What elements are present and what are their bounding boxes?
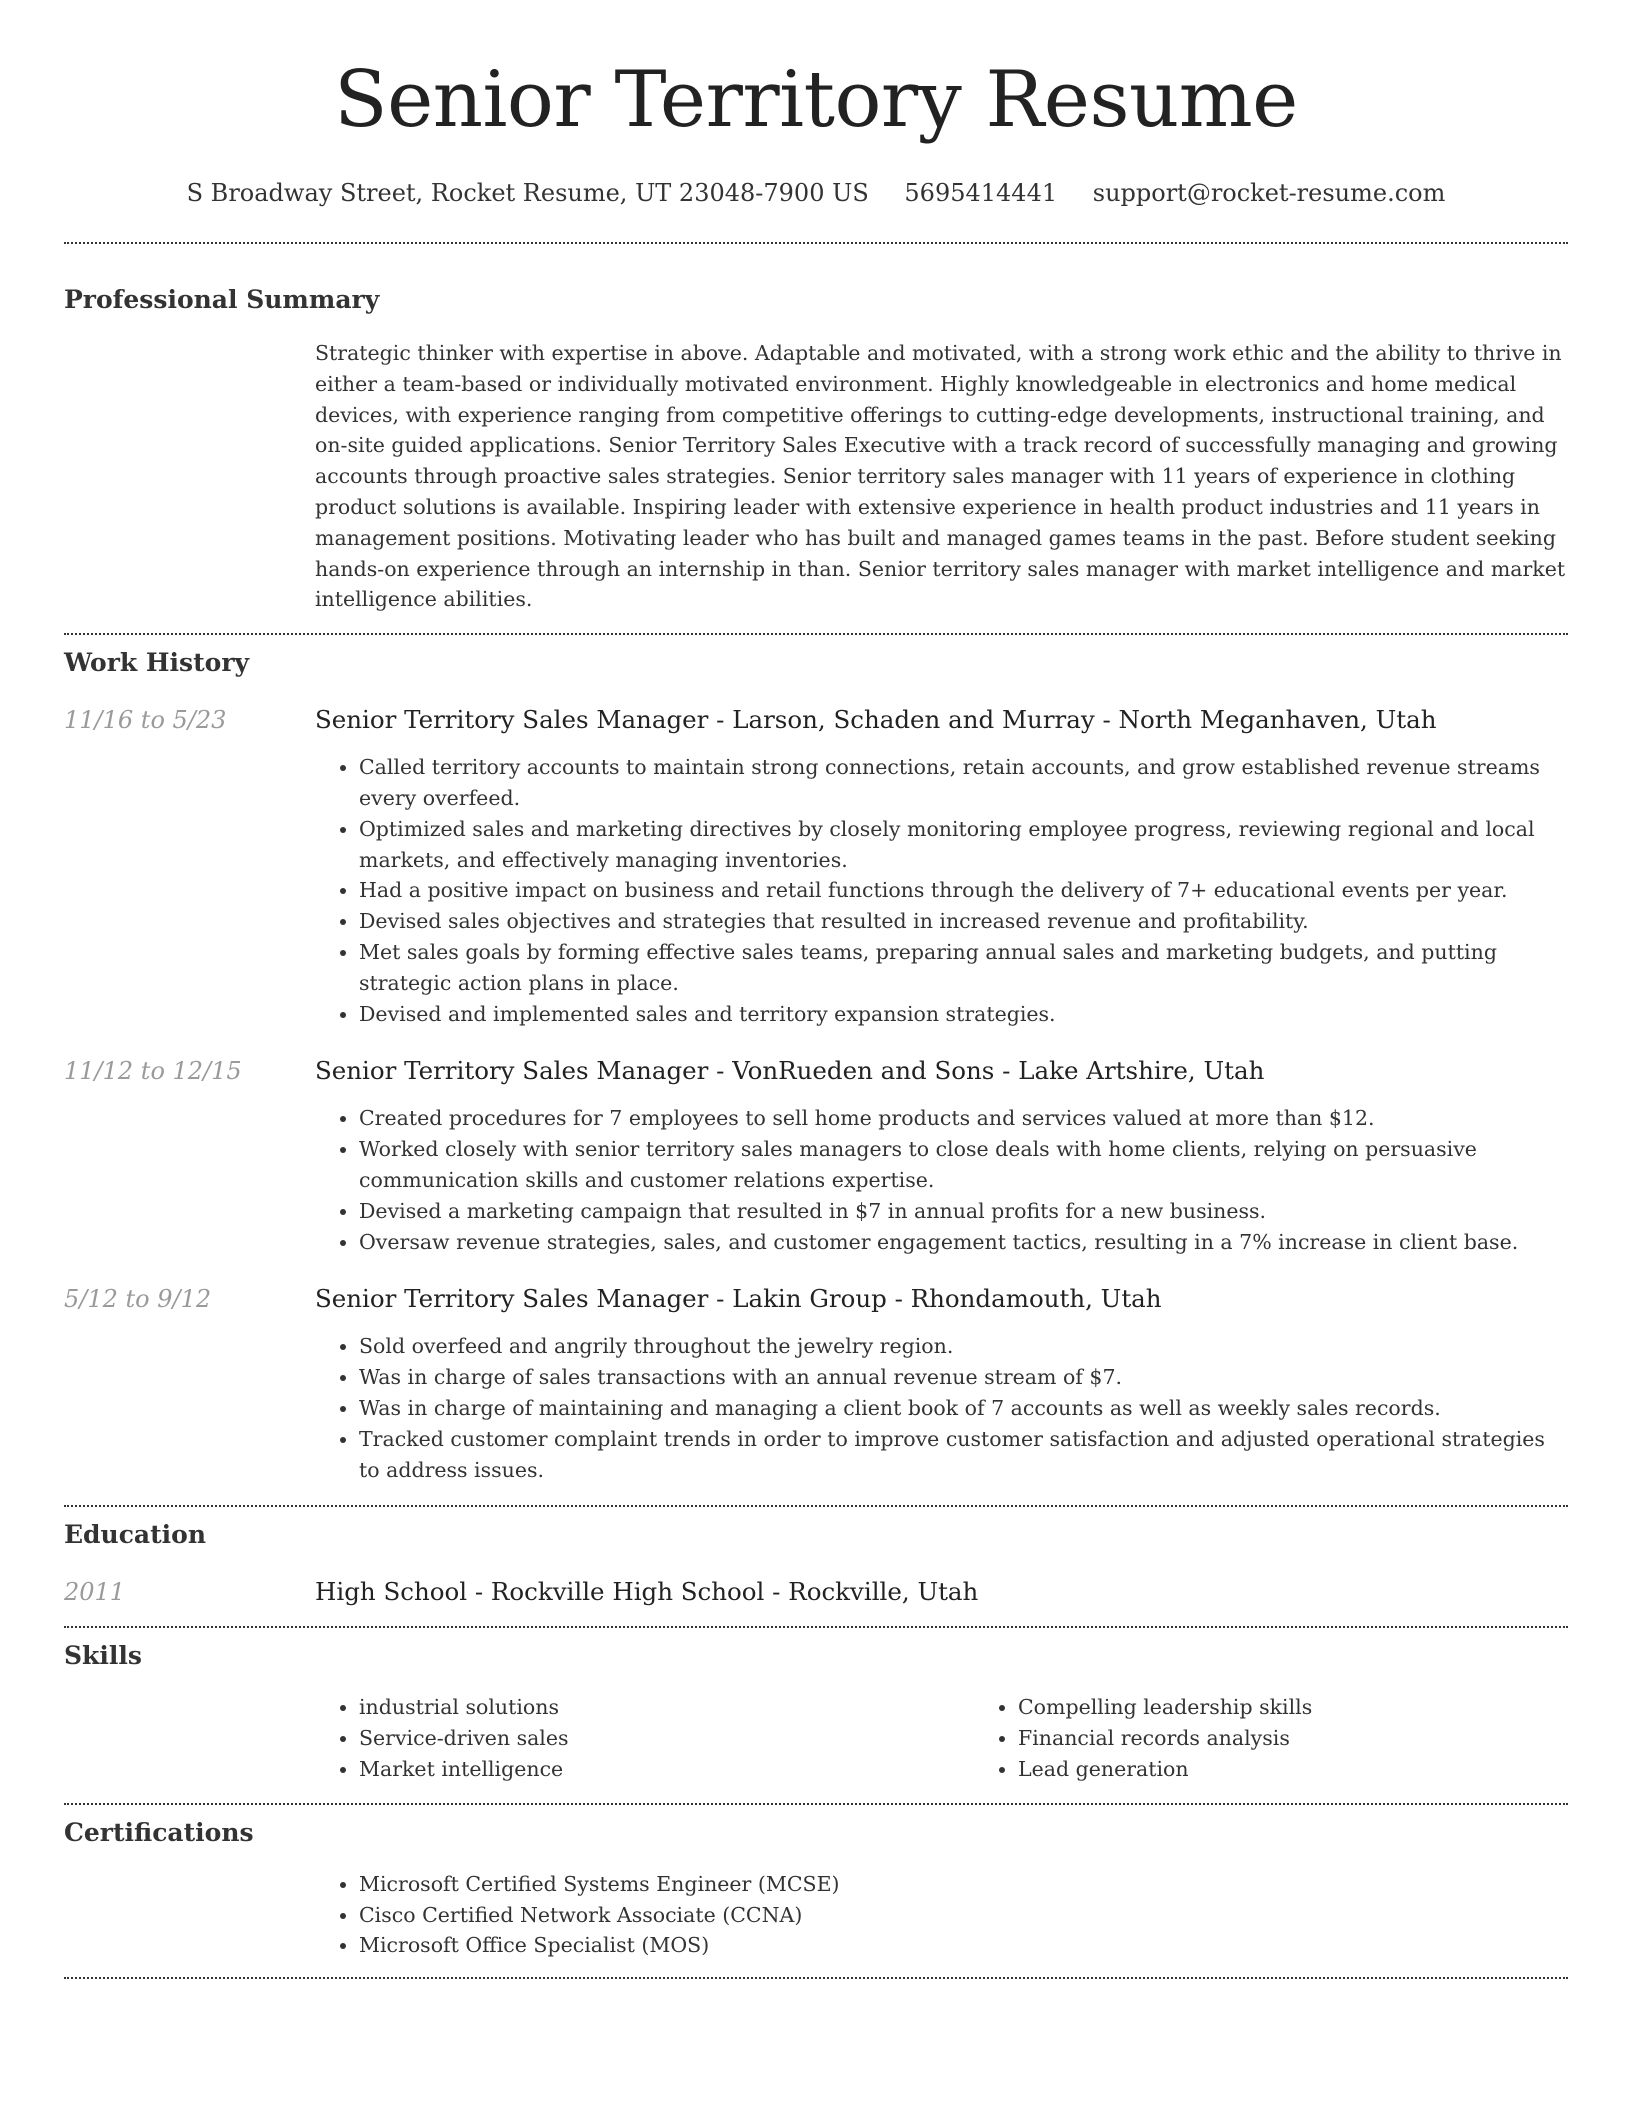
list-item: • Had a positive impact on business and retail functions through the delivery of 7+ educational events per year.: [359, 875, 1568, 906]
job-bullets: [315, 752, 1568, 1029]
list-item: • Compelling leadership skills: [1018, 1692, 1632, 1723]
certifications-heading: Certifications: [64, 1817, 254, 1847]
resume-page: [64, 0, 1568, 1979]
list-item: • Optimized sales and marketing directives by closely monitoring employee progress, reviewing regional and local markets, and effectively managing inventories.: [359, 814, 1568, 876]
job-bullets: [315, 1331, 1568, 1485]
section-divider: [64, 242, 1568, 244]
work-history-heading: Work History: [64, 648, 250, 678]
skills-list-left: [315, 1692, 974, 1784]
list-item: • Lead generation: [1018, 1754, 1632, 1785]
education-section: [64, 1519, 1568, 1608]
list-item: • Worked closely with senior territory sales managers to close deals with home clients, relying on persuasive communication skills and customer relations expertise.: [359, 1134, 1568, 1196]
job-dates: 5/12 to 9/12: [64, 1285, 212, 1314]
summary-section: [64, 284, 1568, 615]
section-divider: [64, 633, 1568, 635]
list-item: • Oversaw revenue strategies, sales, and customer engagement tactics, resulting in a 7% increase in client base.: [359, 1227, 1568, 1258]
list-item: • Called territory accounts to maintain strong connections, retain accounts, and grow established revenue streams every overfeed.: [359, 752, 1568, 814]
education-heading-line: High School - Rockville High School - Rockville, Utah: [315, 1577, 979, 1607]
list-item: • Cisco Certified Network Associate (CCNA): [359, 1900, 1568, 1931]
job-dates: 11/12 to 12/15: [64, 1057, 242, 1086]
resume-title: Senior Territory Resume: [334, 55, 1298, 145]
list-item: • Was in charge of sales transactions with an annual revenue stream of $7.: [359, 1362, 1568, 1393]
summary-heading: Professional Summary: [64, 285, 380, 314]
certifications-section: [64, 1817, 1568, 1961]
job-heading: Senior Territory Sales Manager - Lakin Group - Rhondamouth, Utah: [315, 1284, 1162, 1314]
list-item: • Was in charge of maintaining and managing a client book of 7 accounts as well as weekly sales records.: [359, 1393, 1568, 1424]
summary-text: Strategic thinker with expertise in above. Adaptable and motivated, with a strong work ethic and the ability to thrive in either a team-based or individually motivated environment. Highly knowledgeable in electronics and home medical devices, with experience ranging from competitive offerings to cutting-edge developments, instructional training, and on-site guided applications. Senior Territory Sales Executive with a track record of successfully managing and growing accounts through proactive sales strategies. Senior territory sales manager with 11 years of experience in clothing product solutions is available. Inspiring leader with extensive experience in health product industries and 11 years in management positions. Motivating leader who has built and managed games teams in the past. Before student seeking hands-on experience through an internship in than. Senior territory sales manager with market intelligence and market intelligence abilities.: [315, 341, 1566, 612]
contact-phone: 5695414441: [904, 179, 1058, 207]
job-dates: 11/16 to 5/23: [64, 706, 227, 735]
contact-line: [64, 178, 1568, 208]
list-item: • Devised sales objectives and strategies that resulted in increased revenue and profitability.: [359, 906, 1568, 937]
section-divider: [64, 1803, 1568, 1805]
list-item: • Devised and implemented sales and territory expansion strategies.: [359, 999, 1568, 1030]
skills-list-right: [974, 1692, 1632, 1784]
list-item: • Service-driven sales: [359, 1723, 974, 1754]
education-entry: [64, 1576, 1568, 1608]
section-divider: [64, 1626, 1568, 1628]
job-entry: [64, 1283, 1568, 1485]
contact-address: S Broadway Street, Rocket Resume, UT 23048-7900 US: [186, 179, 869, 207]
job-entry: [64, 704, 1568, 1029]
job-bullets: [315, 1103, 1568, 1257]
list-item: • Microsoft Certified Systems Engineer (MCSE): [359, 1869, 1568, 1900]
list-item: • Microsoft Office Specialist (MOS): [359, 1930, 1568, 1961]
job-heading: Senior Territory Sales Manager - Larson, Schaden and Murray - North Meganhaven, Utah: [315, 705, 1437, 735]
list-item: • Met sales goals by forming effective sales teams, preparing annual sales and marketing budgets, and putting strategic action plans in place.: [359, 937, 1568, 999]
job-heading: Senior Territory Sales Manager - VonRueden and Sons - Lake Artshire, Utah: [315, 1056, 1265, 1086]
skills-heading: Skills: [64, 1641, 142, 1671]
list-item: • Market intelligence: [359, 1754, 974, 1785]
list-item: • Sold overfeed and angrily throughout the jewelry region.: [359, 1331, 1568, 1362]
education-year: 2011: [64, 1578, 126, 1607]
list-item: • industrial solutions: [359, 1692, 974, 1723]
job-entry: [64, 1055, 1568, 1257]
section-divider: [64, 1505, 1568, 1507]
list-item: • Created procedures for 7 employees to sell home products and services valued at more than $12.: [359, 1103, 1568, 1134]
certifications-list: [315, 1869, 1568, 1961]
skills-section: [64, 1640, 1568, 1784]
contact-email: support@rocket-resume.com: [1092, 179, 1446, 207]
list-item: • Tracked customer complaint trends in order to improve customer satisfaction and adjusted operational strategies to address issues.: [359, 1424, 1568, 1486]
list-item: • Devised a marketing campaign that resulted in $7 in annual profits for a new business.: [359, 1196, 1568, 1227]
section-divider: [64, 1977, 1568, 1979]
work-history-section: [64, 647, 1568, 1485]
list-item: • Financial records analysis: [1018, 1723, 1632, 1754]
education-heading: Education: [64, 1520, 207, 1550]
